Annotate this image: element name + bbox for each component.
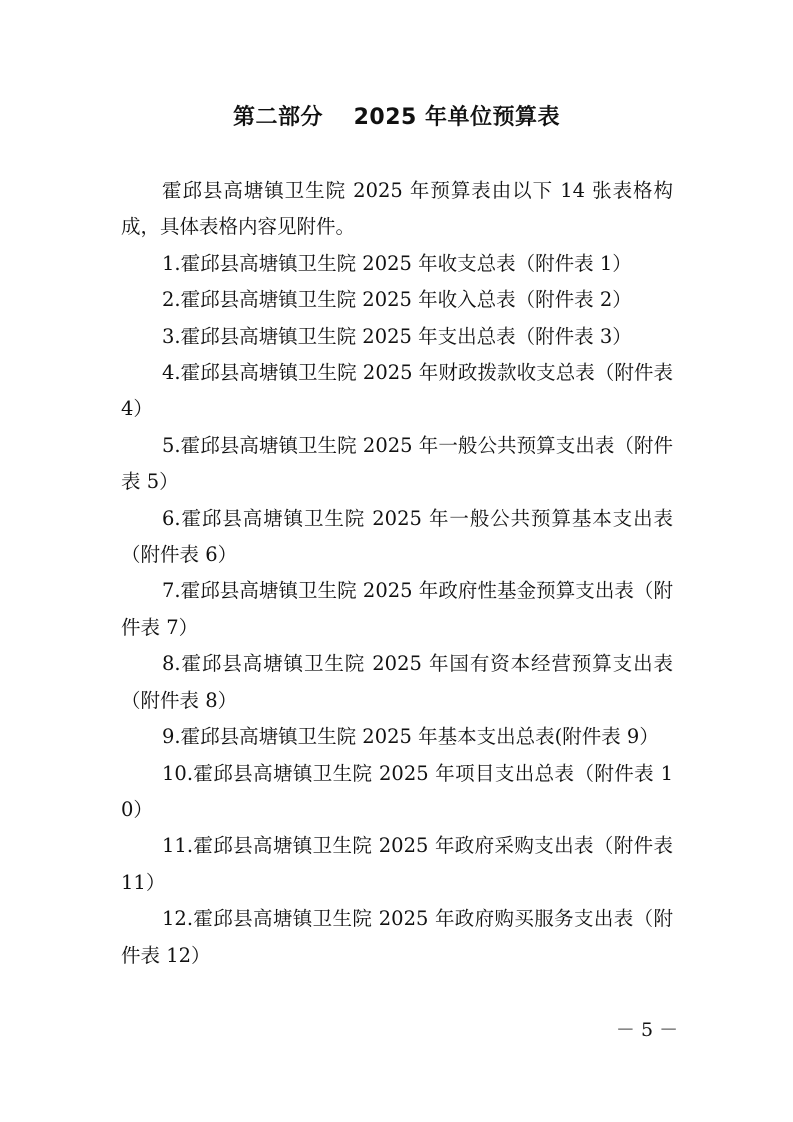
page-title: 第二部分 2025 年单位预算表 bbox=[232, 105, 561, 130]
list-item: 12.霍邱县高塘镇卫生院 2025 年政府购买服务支出表（附件表 12） bbox=[121, 907, 673, 967]
list-item: 8.霍邱县高塘镇卫生院 2025 年国有资本经营预算支出表（附件表 8） bbox=[121, 652, 673, 712]
list-item: 9.霍邱县高塘镇卫生院 2025 年基本支出总表(附件表 9） bbox=[162, 725, 659, 749]
list-item: 4.霍邱县高塘镇卫生院 2025 年财政拨款收支总表（附件表 4） bbox=[121, 361, 673, 421]
document-body bbox=[121, 173, 673, 974]
list-item: 7.霍邱县高塘镇卫生院 2025 年政府性基金预算支出表（附件表 7） bbox=[121, 579, 673, 639]
list-item: 11.霍邱县高塘镇卫生院 2025 年政府采购支出表（附件表 11） bbox=[121, 834, 673, 894]
list-item: 3.霍邱县高塘镇卫生院 2025 年支出总表（附件表 3） bbox=[162, 324, 632, 348]
list-item: 10.霍邱县高塘镇卫生院 2025 年项目支出总表（附件表 10） bbox=[121, 761, 673, 821]
list-item: 1.霍邱县高塘镇卫生院 2025 年收支总表（附件表 1） bbox=[162, 251, 632, 275]
page-number: － 5 － bbox=[615, 1019, 679, 1041]
list-item: 6.霍邱县高塘镇卫生院 2025 年一般公共预算基本支出表（附件表 6） bbox=[121, 506, 673, 567]
list-item: 2.霍邱县高塘镇卫生院 2025 年收入总表（附件表 2） bbox=[162, 288, 632, 312]
list-item: 5.霍邱县高塘镇卫生院 2025 年一般公共预算支出表（附件表 5） bbox=[121, 433, 673, 494]
intro-paragraph: 霍邱县高塘镇卫生院 2025 年预算表由以下 14 张表格构成，具体表格内容见附件。 bbox=[121, 179, 673, 239]
